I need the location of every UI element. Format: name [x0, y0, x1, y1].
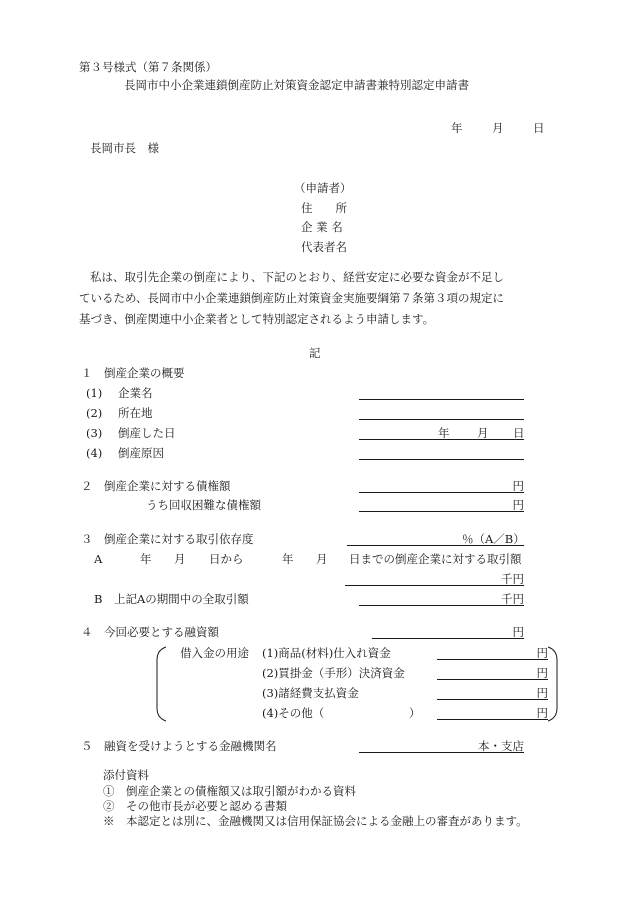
period-a-year2: 年	[282, 552, 294, 566]
section1-item-label: 企業名	[118, 386, 153, 400]
usage-unit: 円	[536, 666, 548, 680]
bankruptcy-year-label: 年	[438, 426, 450, 440]
usage-item: (1)商品(材料)仕入れ資金	[262, 646, 391, 660]
section1-item-label: 倒産した日	[118, 426, 176, 440]
addressee: 長岡市長 様	[90, 141, 159, 155]
loan-amount-field[interactable]	[372, 638, 524, 639]
usage-item: (2)買掛金（手形）決済資金	[262, 666, 405, 680]
attachment-item: ② その他市長が必要と認める書類	[103, 799, 287, 813]
applicant-representative-label: 代表者名	[301, 240, 347, 254]
form-label: 第３号様式（第７条関係）	[79, 60, 217, 74]
usage-other-close: ）	[409, 706, 421, 720]
form-title: 長岡市中小企業連鎖倒産防止対策資金認定申請書兼特別認定申請書	[124, 78, 469, 92]
attachment-item: ① 倒産企業との債権額又は取引額がわかる資料	[103, 784, 356, 798]
section1-title: １ 倒産企業の概要	[81, 366, 185, 380]
period-b-amount-field[interactable]	[359, 605, 524, 606]
bankruptcy-day-label: 日	[513, 426, 525, 440]
usage-label: 借入金の用途	[180, 646, 249, 660]
uncollectable-unit: 円	[512, 498, 524, 512]
section2-title: ２ 倒産企業に対する債権額	[81, 479, 231, 493]
period-a-unit: 千円	[501, 572, 524, 586]
section5-title: ５ 融資を受けようとする金融機関名	[81, 739, 277, 753]
ki-heading: 記	[309, 346, 321, 360]
attachment-note: ※ 本認定とは別に、金融機関又は信用保証協会による金融上の審査があります。	[103, 814, 528, 828]
applicant-heading: （申請者）	[294, 181, 352, 195]
usage-amount-field[interactable]	[437, 659, 548, 660]
period-a-day2-text: 日までの倒産企業に対する取引額	[349, 552, 522, 566]
usage-amount-field[interactable]	[437, 679, 548, 680]
period-a-amount-field[interactable]	[345, 585, 524, 586]
applicant-address-label: 住 所	[301, 201, 347, 215]
period-a-month1: 月	[174, 552, 186, 566]
left-bracket-icon	[154, 646, 168, 722]
period-a-month2: 月	[316, 552, 328, 566]
date-year: 年	[451, 121, 463, 135]
claim-amount-field[interactable]	[359, 492, 524, 493]
usage-amount-field[interactable]	[437, 719, 548, 720]
bank-branch-suffix: 本・支店	[478, 739, 524, 753]
company-address-field[interactable]	[359, 419, 524, 420]
attachments-title: 添付資料	[103, 768, 149, 782]
bankruptcy-date-field[interactable]	[359, 439, 524, 440]
claim-amount-unit: 円	[512, 479, 524, 493]
usage-amount-field[interactable]	[437, 699, 548, 700]
body-line-3: 基づき、倒産関連中小企業者として特別認定されるよう申請します。	[79, 312, 435, 326]
usage-unit: 円	[536, 706, 548, 720]
usage-unit: 円	[536, 646, 548, 660]
period-a-day1: 日から	[209, 552, 244, 566]
bank-name-field[interactable]	[359, 752, 524, 753]
section1-item-label: 倒産原因	[118, 446, 164, 460]
period-a-label: A	[94, 552, 103, 566]
dependency-percent-label: ％（A／B）	[462, 532, 525, 546]
right-bracket-icon	[546, 646, 560, 722]
dependency-percent-field[interactable]	[347, 545, 524, 546]
period-b-unit: 千円	[501, 592, 524, 606]
bankruptcy-cause-field[interactable]	[359, 459, 524, 460]
usage-unit: 円	[536, 686, 548, 700]
body-line-2: ているため、長岡市中小企業連鎖倒産防止対策資金実施要綱第７条第３項の規定に	[79, 291, 505, 305]
section1-item-label: 所在地	[118, 406, 153, 420]
bankruptcy-month-label: 月	[477, 426, 489, 440]
section2-sub-label: うち回収困難な債権額	[146, 498, 261, 512]
loan-amount-unit: 円	[512, 625, 524, 639]
date-month: 月	[492, 121, 504, 135]
usage-item: (4)その他（	[262, 706, 325, 720]
section3-title: ３ 倒産企業に対する取引依存度	[81, 532, 254, 546]
section1-item-num: (1)	[86, 386, 103, 400]
body-line-1: 私は、取引先企業の倒産により、下記のとおり、経営安定に必要な資金が不足し	[90, 270, 504, 284]
section1-item-num: (4)	[86, 446, 103, 460]
section1-item-num: (3)	[86, 426, 103, 440]
period-a-year1: 年	[140, 552, 152, 566]
date-day: 日	[533, 121, 545, 135]
applicant-company-label: 企 業 名	[301, 220, 343, 234]
uncollectable-amount-field[interactable]	[359, 511, 524, 512]
period-b-label: B 上記Aの期間中の全取引額	[94, 592, 249, 606]
usage-item: (3)諸経費支払資金	[262, 686, 359, 700]
section1-item-num: (2)	[86, 406, 103, 420]
company-name-field[interactable]	[359, 399, 524, 400]
section4-title: ４ 今回必要とする融資額	[81, 625, 219, 639]
